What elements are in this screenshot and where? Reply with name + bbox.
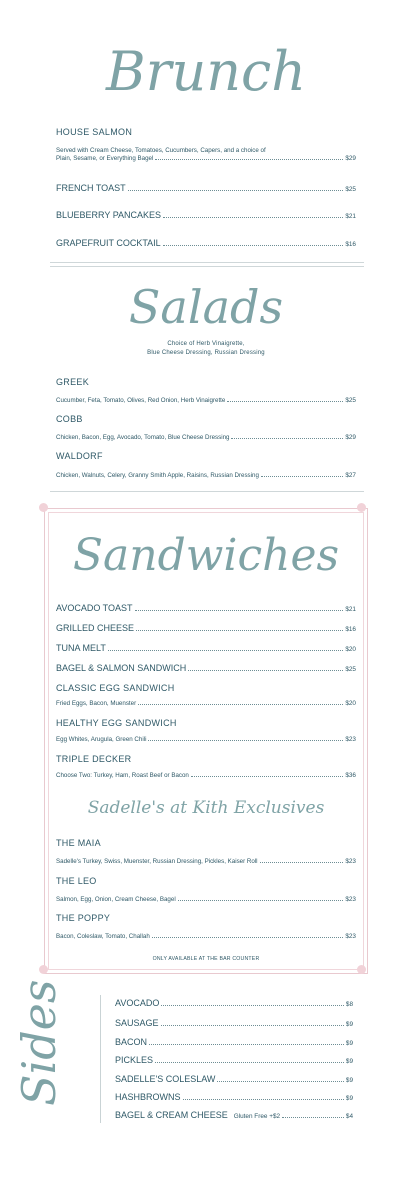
menu-item-price: $25 <box>345 666 356 673</box>
menu-item-row <box>56 858 356 865</box>
menu-item-name: CLASSIC EGG SANDWICH <box>56 683 175 693</box>
dot-leader <box>188 670 343 671</box>
menu-item-name: SADELLE'S COLESLAW <box>115 1074 216 1084</box>
dot-leader <box>183 1099 344 1100</box>
flower-ornament-icon <box>357 503 366 512</box>
menu-item-row <box>56 210 356 220</box>
menu-item-description: Sadelle's Turkey, Swiss, Muenster, Russian Dressing, Pickles, Kaiser Roll <box>56 858 258 865</box>
menu-item-extra: Gluten Free +$2 <box>233 1113 281 1120</box>
menu-item-name: BAGEL & CREAM CHEESE <box>115 1110 228 1120</box>
exclusives-title: Sadelle's at Kith Exclusives <box>87 798 325 818</box>
menu-item-row <box>56 623 356 633</box>
menu-item-description: Bacon, Coleslaw, Tomato, Challah <box>56 933 150 940</box>
section-divider <box>50 266 364 267</box>
menu-item-description: Chicken, Walnuts, Celery, Granny Smith Apple, Raisins, Russian Dressing <box>56 472 259 479</box>
menu-item-description: Choose Two: Turkey, Ham, Roast Beef or Bacon <box>56 772 189 779</box>
menu-item-price: $23 <box>345 736 356 743</box>
dot-leader <box>108 650 343 651</box>
flower-ornament-icon <box>39 503 48 512</box>
salads-title: Salads <box>128 280 284 334</box>
menu-item-name: BACON <box>115 1037 148 1047</box>
salads-subtitle: Choice of Herb Vinaigrette, <box>167 341 245 347</box>
dot-leader <box>191 776 343 777</box>
menu-item-row <box>56 238 356 248</box>
menu-item-row <box>56 397 356 404</box>
menu-item-row <box>115 998 353 1008</box>
menu-item-row <box>56 736 356 743</box>
menu-item-description: Cucumber, Feta, Tomato, Olives, Red Onion, Herb Vinaigrette <box>56 397 226 404</box>
menu-item-name: HASHBROWNS <box>115 1092 181 1102</box>
menu-item-row <box>56 663 356 673</box>
menu-item-price: $9 <box>345 1095 353 1102</box>
menu-item-price: $23 <box>345 858 356 865</box>
menu-item-row <box>56 183 356 193</box>
menu-item-description: Served with Cream Cheese, Tomatoes, Cucumbers, Capers, and a choice of <box>56 147 266 154</box>
dot-leader <box>135 610 344 611</box>
sides-divider <box>100 995 101 1123</box>
menu-item-name: WALDORF <box>56 451 103 461</box>
menu-item-price: $9 <box>345 1021 353 1028</box>
menu-item-price: $29 <box>345 155 356 162</box>
menu-item-price: $25 <box>345 186 356 193</box>
menu-item-price: $9 <box>345 1058 353 1065</box>
menu-item-row <box>56 472 356 479</box>
menu-item-price: $27 <box>345 472 356 479</box>
dot-leader <box>227 401 343 402</box>
menu-item-name: SAUSAGE <box>115 1018 159 1028</box>
menu-item-name: GRILLED CHEESE <box>56 623 135 633</box>
menu-item-description: Chicken, Bacon, Egg, Avocado, Tomato, Blue Cheese Dressing <box>56 434 230 441</box>
menu-item-row <box>56 643 356 653</box>
menu-item-name: BAGEL & SALMON SANDWICH <box>56 663 187 673</box>
dot-leader <box>155 159 343 160</box>
menu-item-price: $9 <box>345 1040 353 1047</box>
menu-item-price: $9 <box>345 1077 353 1084</box>
dot-leader <box>178 900 344 901</box>
menu-item-price: $25 <box>345 397 356 404</box>
menu-item-row <box>56 700 356 707</box>
menu-item-name: HOUSE SALMON <box>56 127 133 137</box>
dot-leader <box>149 1044 344 1045</box>
menu-item-price: $20 <box>345 646 356 653</box>
menu-item-description: Egg Whites, Arugula, Green Chili <box>56 736 147 743</box>
menu-item-row <box>115 1018 353 1028</box>
menu-item-price: $20 <box>345 700 356 707</box>
dot-leader <box>128 190 344 191</box>
menu-item-name: THE LEO <box>56 876 97 886</box>
flower-ornament-icon <box>357 965 366 974</box>
menu-item-price: $29 <box>345 434 356 441</box>
dot-leader <box>152 937 344 938</box>
menu-item-row <box>115 1055 353 1065</box>
dot-leader <box>282 1117 344 1118</box>
dot-leader <box>155 1062 344 1063</box>
menu-item-name: THE MAIA <box>56 838 101 848</box>
menu-item-row <box>56 434 356 441</box>
menu-item-price: $16 <box>345 241 356 248</box>
dot-leader <box>231 438 343 439</box>
menu-item-name: COBB <box>56 414 83 424</box>
menu-item-price: $21 <box>345 606 356 613</box>
salads-subtitle: Blue Cheese Dressing, Russian Dressing <box>147 350 265 356</box>
menu-item-description: Salmon, Egg, Onion, Cream Cheese, Bagel <box>56 896 176 903</box>
dot-leader <box>163 217 343 218</box>
menu-item-name: BLUEBERRY PANCAKES <box>56 210 162 220</box>
menu-item-price: $23 <box>345 933 356 940</box>
menu-item-name: TRIPLE DECKER <box>56 754 132 764</box>
menu-item-name: GREEK <box>56 377 90 387</box>
dot-leader <box>163 245 344 246</box>
dot-leader <box>161 1005 344 1006</box>
menu-item-description: Plain, Sesame, or Everything Bagel <box>56 155 154 162</box>
section-divider <box>50 491 364 492</box>
menu-item-row <box>115 1037 353 1047</box>
menu-item-description: Fried Eggs, Bacon, Muenster <box>56 700 137 707</box>
dot-leader <box>148 740 343 741</box>
menu-item-name: PICKLES <box>115 1055 154 1065</box>
menu-item-row <box>56 933 356 940</box>
menu-item-price: $8 <box>345 1001 353 1008</box>
menu-item-row <box>56 603 356 613</box>
dot-leader <box>136 630 343 631</box>
menu-item-price: $36 <box>345 772 356 779</box>
menu-item-name: HEALTHY EGG SANDWICH <box>56 718 177 728</box>
bar-counter-note: ONLY AVAILABLE AT THE BAR COUNTER <box>152 956 260 962</box>
menu-item-row <box>115 1110 353 1120</box>
dot-leader <box>217 1081 343 1082</box>
menu-item-row <box>56 155 356 162</box>
dot-leader <box>161 1025 344 1026</box>
menu-item-row <box>56 896 356 903</box>
menu-item-price: $23 <box>345 896 356 903</box>
menu-item-name: TUNA MELT <box>56 643 106 653</box>
menu-item-price: $16 <box>345 626 356 633</box>
menu-item-price: $21 <box>345 213 356 220</box>
brunch-title: Brunch <box>105 40 307 103</box>
menu-item-name: GRAPEFRUIT COCKTAIL <box>56 238 161 248</box>
menu-item-row <box>115 1092 353 1102</box>
menu-item-name: FRENCH TOAST <box>56 183 126 193</box>
menu-item-name: AVOCADO <box>115 998 160 1008</box>
menu-item-row <box>115 1074 353 1084</box>
sandwiches-title: Sandwiches <box>72 530 340 581</box>
menu-item-name: THE POPPY <box>56 913 111 923</box>
menu-item-row <box>56 772 356 779</box>
sides-title: Sides <box>12 979 66 1106</box>
dot-leader <box>260 862 344 863</box>
section-divider <box>50 262 364 263</box>
menu-item-price: $4 <box>345 1113 353 1120</box>
dot-leader <box>261 476 343 477</box>
menu-item-name: AVOCADO TOAST <box>56 603 133 613</box>
dot-leader <box>138 704 343 705</box>
